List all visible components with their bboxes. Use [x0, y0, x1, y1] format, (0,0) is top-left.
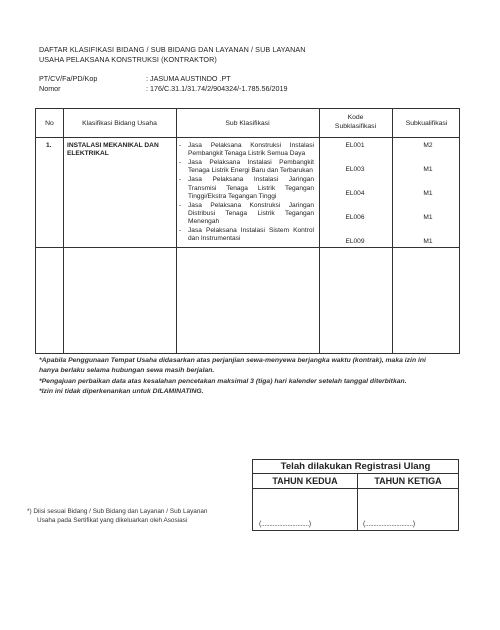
header-klasifikasi: Klasifikasi Bidang Usaha — [82, 120, 157, 127]
kode-value: EL009 — [345, 238, 365, 245]
col-divider — [176, 109, 177, 353]
number-label: Nomor — [39, 84, 61, 93]
col-divider — [392, 109, 393, 353]
kode-value: EL004 — [345, 190, 365, 197]
kode-value: EL001 — [345, 142, 365, 149]
klasifikasi-line-1: INSTALASI MEKANIKAL DAN — [67, 142, 159, 149]
row-klasifikasi — [67, 142, 159, 158]
row-number: 1. — [46, 142, 52, 149]
subkualifikasi-value: M1 — [423, 166, 433, 173]
registration-divider — [253, 473, 458, 474]
subkualifikasi-value: M1 — [423, 214, 433, 221]
sub-klasifikasi-list — [179, 142, 314, 244]
company-row — [39, 74, 231, 84]
document-title — [39, 45, 306, 65]
registration-divider — [253, 488, 458, 489]
registration-title: Telah dilakukan Registrasi Ulang — [280, 461, 431, 472]
sub-klasifikasi-item: - Jasa Pelaksana Instalasi Pembangkit Tenaga Listrik Energi Baru dan Terbarukan — [179, 159, 314, 175]
number-row — [39, 84, 288, 94]
company-label: PT/CV/Fa/PD/Kop — [39, 74, 98, 83]
registration-col-kedua: TAHUN KEDUA — [272, 476, 338, 486]
footnote-line-1: *) Diisi sesuai Bidang / Sub Bidang dan Layanan / Sub Layanan — [27, 508, 208, 515]
footnote-line-2: Usaha pada Sertifikat yang dikeluarkan oleh Asosiasi — [37, 517, 188, 524]
notes — [39, 356, 469, 398]
header-subkualifikasi: Subkualifikasi — [405, 120, 448, 127]
sub-klasifikasi-item: - Jasa Pelaksana Instalasi Sistem Kontrol dan Instrumentasi — [179, 227, 314, 243]
note-line: *Pengajuan perbaikan data atas kesalahan pencetakan maksimal 3 (tiga) hari kalender setelah tanggal diterbitkan. — [39, 377, 407, 385]
col-divider — [63, 109, 64, 353]
registration-fill-kedua: (.............................) — [259, 521, 311, 528]
note-line: *Izin ini tidak diperkenankan untuk DILAMINATING. — [39, 388, 204, 396]
header-no: No — [45, 120, 54, 127]
registration-col-ketiga: TAHUN KETIGA — [374, 476, 442, 486]
title-line-2: USAHA PELAKSANA KONSTRUKSI (KONTRAKTOR) — [39, 55, 217, 64]
sub-klasifikasi-item: - Jasa Pelaksana Konstruksi Jaringan Distribusi Tenaga Listrik Tegangan Menengah — [179, 202, 314, 227]
note-line: hanya berlaku selama hubungan sewa masih berjalan. — [39, 367, 215, 375]
subkualifikasi-value: M2 — [423, 142, 433, 149]
company-value: : JASUMA AUSTINDO .PT — [146, 74, 231, 83]
note-line: *Apabila Penggunaan Tempat Usaha didasarkan atas perjanjian sewa-menyewa berjangka waktu (kontrak), maka izin ini — [39, 357, 426, 364]
row-divider — [36, 247, 459, 248]
header-sub-klasifikasi: Sub Klasifikasi — [225, 120, 270, 127]
header-kode — [319, 113, 392, 131]
klasifikasi-line-2: ELEKTRIKAL — [67, 150, 109, 158]
sub-klasifikasi-item: - Jasa Pelaksana Konstruksi Instalasi Pembangkit Tenaga Listrik Semua Daya — [179, 142, 314, 158]
kode-value: EL006 — [345, 214, 365, 221]
registration-fill-ketiga: (.............................) — [363, 521, 415, 528]
subkualifikasi-value: M1 — [423, 238, 433, 245]
classification-table — [35, 108, 460, 354]
sub-klasifikasi-item: - Jasa Pelaksana Instalasi Jaringan Transmisi Tenaga Listrik Tegangan Tinggi/Ekstra Tegangan Tinggi — [179, 176, 314, 201]
subkualifikasi-value: M1 — [423, 190, 433, 197]
title-line-1: DAFTAR KLASIFIKASI BIDANG / SUB BIDANG DAN LAYANAN / SUB LAYANAN — [39, 45, 306, 54]
number-value: : 176/C.31.1/31.74/2/904324/-1.785.56/2019 — [146, 84, 288, 93]
col-divider — [319, 109, 320, 353]
kode-value: EL003 — [345, 166, 365, 173]
header-kode-line1: Kode — [347, 114, 364, 121]
header-divider — [36, 137, 459, 138]
registration-box — [252, 459, 459, 531]
footnote — [27, 507, 237, 525]
header-kode-line2: Subklasifikasi — [334, 123, 377, 130]
